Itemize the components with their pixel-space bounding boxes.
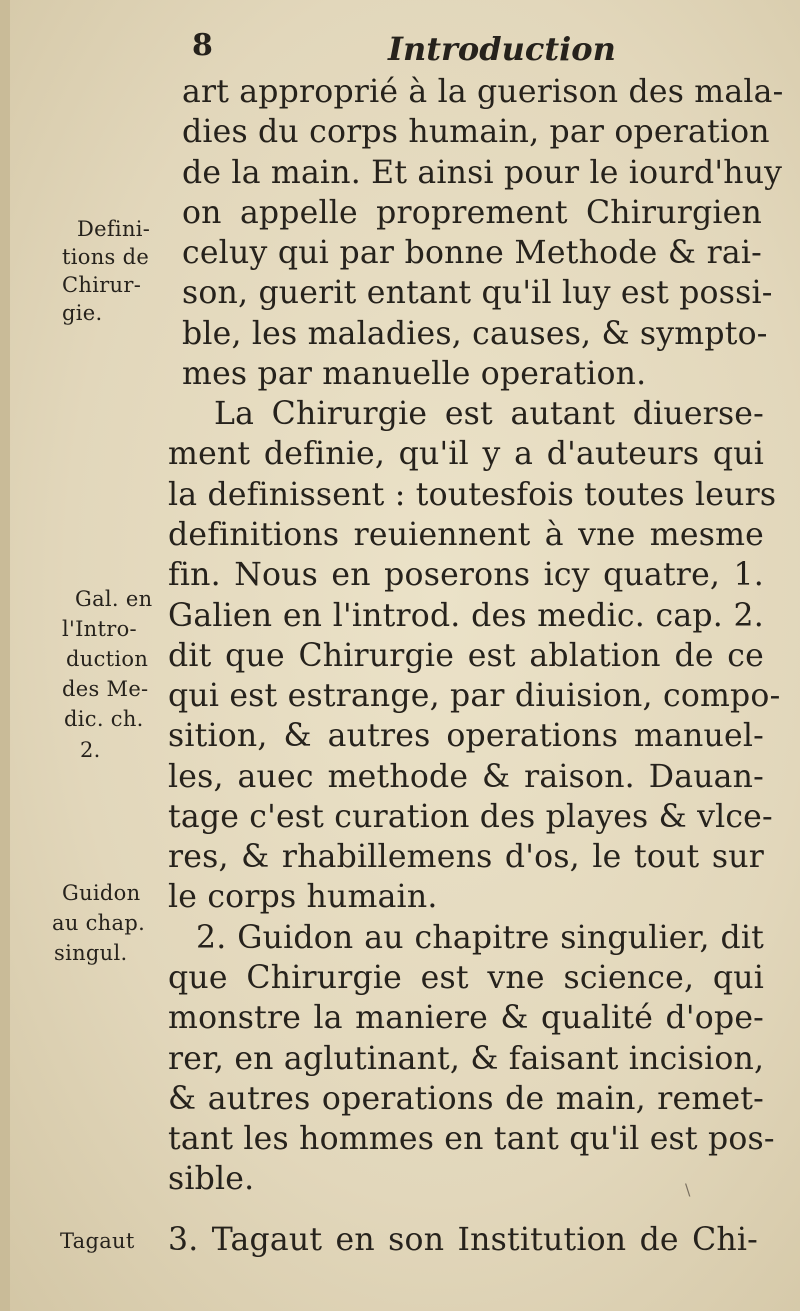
text-line: ble, les maladies, causes, & sympto- bbox=[182, 316, 768, 352]
text-line: 2. Guidon au chapitre singulier, dit bbox=[196, 920, 764, 956]
margin-note-line: duction bbox=[66, 647, 149, 671]
text-line: 3. Tagaut en son Institution de Chi- bbox=[168, 1222, 758, 1258]
text-line: definitions reuiennent à vne mesme bbox=[168, 517, 764, 553]
text-line: de la main. Et ainsi pour le iourd'huy bbox=[182, 155, 783, 191]
margin-note-line: des Me- bbox=[62, 677, 149, 701]
text-line: que Chirurgie est vne science, qui bbox=[168, 960, 764, 996]
margin-note-line: Chirur- bbox=[62, 273, 142, 297]
text-line: son, guerit entant qu'il luy est possi- bbox=[182, 275, 773, 311]
text-line: le corps humain. bbox=[168, 879, 438, 915]
text-line: Galien en l'introd. des medic. cap. 2. bbox=[168, 598, 764, 634]
text-line: on appelle proprement Chirurgien bbox=[182, 195, 762, 231]
text-line: dit que Chirurgie est ablation de ce bbox=[168, 638, 764, 674]
margin-note-line: gie. bbox=[62, 301, 103, 325]
text-line: sition, & autres operations manuel- bbox=[168, 718, 764, 754]
margin-note-line: 2. bbox=[80, 738, 101, 762]
text-line: tant les hommes en tant qu'il est pos- bbox=[168, 1121, 775, 1157]
text-line: fin. Nous en poserons icy quatre, 1. bbox=[168, 557, 764, 593]
text-line: ment definie, qu'il y a d'auteurs qui bbox=[168, 436, 764, 472]
text-line: qui est estrange, par diuision, compo- bbox=[168, 678, 781, 714]
text-line: mes par manuelle operation. bbox=[182, 356, 647, 392]
text-line: res, & rhabillemens d'os, le tout sur bbox=[168, 839, 764, 875]
text-line: la definissent : toutesfois toutes leurs bbox=[168, 477, 777, 513]
ink-mark: \ bbox=[685, 1180, 691, 1199]
text-line: tage c'est curation des playes & vlce- bbox=[168, 799, 773, 835]
text-line: les, auec methode & raison. Dauan- bbox=[168, 759, 764, 795]
text-line: monstre la maniere & qualité d'ope- bbox=[168, 1000, 764, 1036]
margin-note-line: tions de bbox=[62, 245, 150, 269]
text-line: & autres operations de main, remet- bbox=[168, 1081, 764, 1117]
margin-note-line: Tagaut bbox=[60, 1229, 135, 1253]
margin-note-line: au chap. bbox=[52, 911, 146, 935]
page-edge bbox=[0, 0, 10, 1311]
text-line: La Chirurgie est autant diuerse- bbox=[214, 396, 764, 432]
margin-note-line: Guidon bbox=[62, 881, 141, 905]
margin-note-line: Defini- bbox=[77, 217, 151, 241]
margin-note-line: dic. ch. bbox=[64, 707, 144, 731]
running-title: Introduction bbox=[388, 30, 616, 68]
page-number: 8 bbox=[192, 28, 213, 63]
text-line: dies du corps humain, par operation bbox=[182, 114, 770, 150]
margin-note-line: singul. bbox=[54, 941, 128, 965]
text-line: art approprié à la guerison des mala- bbox=[182, 74, 784, 110]
margin-note-line: Gal. en bbox=[75, 587, 153, 611]
text-line: rer, en aglutinant, & faisant incision, bbox=[168, 1041, 765, 1077]
text-line: celuy qui par bonne Methode & rai- bbox=[182, 235, 762, 271]
text-line: sible. bbox=[168, 1161, 255, 1197]
margin-note-line: l'Intro- bbox=[62, 617, 137, 641]
